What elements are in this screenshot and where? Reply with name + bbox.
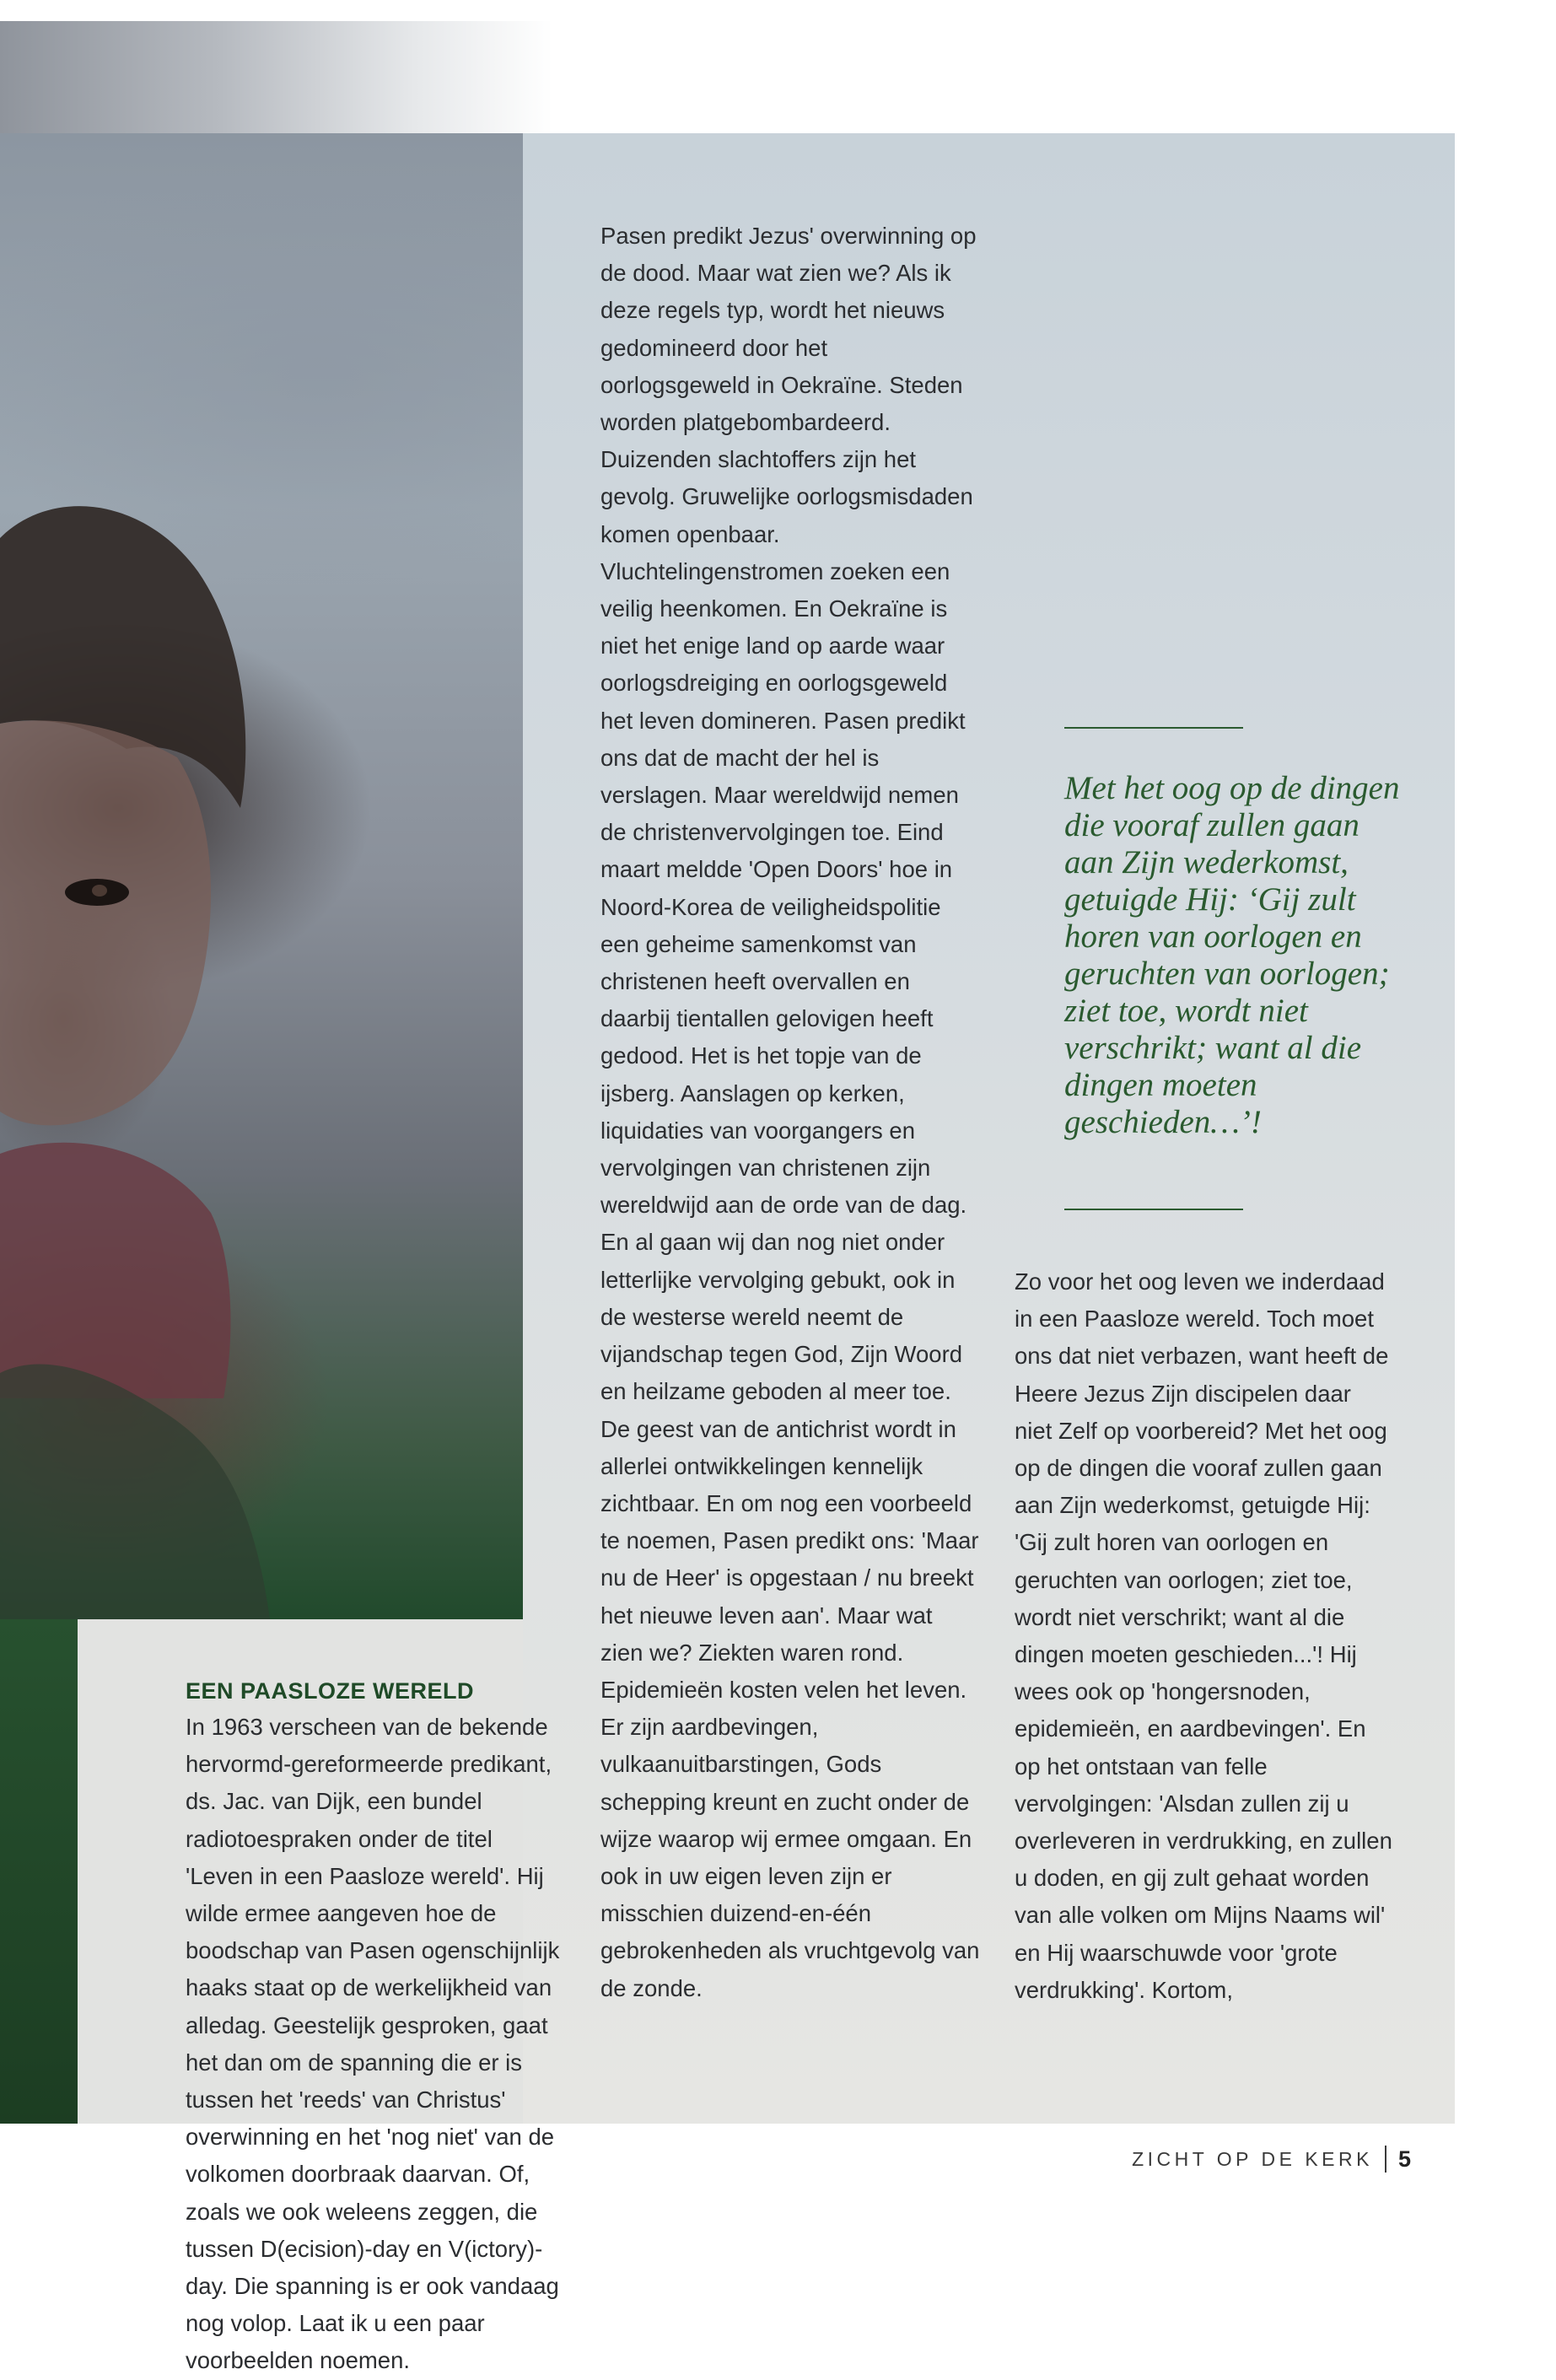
boy-illustration xyxy=(0,133,523,1619)
boy-sweater xyxy=(0,1143,230,1398)
column-2-text: Pasen predikt Jezus' overwinning op de dood. Maar wat zien we? Als ik deze regels typ, wordt het nieuws gedomineerd door het oorlogsgeweld in Oekraïne. Steden worden platgebombardeerd. Duizenden slachtoffers zijn het gevolg. Gruwelijke oorlogsmisdaden komen openbaar. Vluchtelingenstromen zoeken een veilig heenkomen. En Oekraïne is niet het enige land op aarde waar oorlogsdreiging en oorlogsgeweld het leven domineren. Pasen predikt ons dat de macht der hel is verslagen. Maar wereldwijd nemen de christenvervolgingen toe. Eind maart meldde 'Open Doors' hoe in Noord-Korea de veiligheidspolitie een geheime samenkomst van christenen heeft overvallen en daarbij tientallen gelovigen heeft gedood. Het is het topje van de ijsberg. Aanslagen op kerken, liquidaties van voorgangers en vervolgingen van christenen zijn wereldwijd aan de orde van de dag. En al gaan wij dan nog niet onder letterlijke vervolging gebukt, ook in de westerse wereld neemt de vijandschap tegen God, Zijn Woord en heilzame geboden al meer toe. De geest van de antichrist wordt in allerlei ontwikkelingen kennelijk zichtbaar. En om nog een voorbeeld te noemen, Pasen predikt ons: 'Maar nu de Heer' is opgestaan / nu breekt het nieuwe leven aan'. Maar wat zien we? Ziekten waren rond. Epidemieën kosten velen het leven. Er zijn aardbevingen, vulkaanuitbarstingen, Gods schepping kreunt en zucht onder de wijze waarop wij ermee omgaan. En ook in uw eigen leven zijn er misschien duizend-en-één gebrokenheden als vruchtgevolg van de zonde. xyxy=(600,223,980,2001)
column-3-text: Zo voor het oog leven we inderdaad in een Paasloze wereld. Toch moet ons dat niet verbazen, want heeft de Heere Jezus Zijn discipelen daar niet Zelf op voorbereid? Met het oog op de dingen die vooraf zullen gaan aan Zijn wederkomst, getuigde Hij: 'Gij zult horen van oorlogen en geruchten van oorlogen; ziet toe, wordt niet verschrikt; want al die dingen moeten geschieden...'! Hij wees ook op 'hongersnoden, epidemieën, en aardbevingen'. En op het ontstaan van felle vervolgingen: 'Alsdan zullen zij u overleveren in verdrukking, en zullen u doden, en gij zult gehaat worden van alle volken om Mijns Naams wil' en Hij waarschuwde voor 'grote verdrukking'. Kortom, xyxy=(1015,1268,1392,2003)
column-1-text: In 1963 verscheen van de bekende hervormd-gereformeerde predikant, ds. Jac. van Dijk, een bundel radiotoespraken onder de titel 'Leven in een Paasloze wereld'. Hij wilde ermee aangeven hoe de boodschap van Pasen ogenschijnlijk haaks staat op de werkelijkheid van alledag. Geestelijk gesproken, gaat het dan om de spanning die er is tussen het 'reeds' van Christus' overwinning en het 'nog niet' van de volkomen doorbraak daarvan. Of, zoals we ook weleens zeggen, die tussen D(ecision)-day en V(ictory)-day. Die spanning is er ook vandaag nog volop. Laat ik u een paar voorbeelden noemen. xyxy=(186,1714,560,2374)
boy-face xyxy=(0,720,211,1125)
magazine-title: ZICHT OP DE KERK xyxy=(1132,2147,1373,2170)
pull-quote: Met het oog op de dingen die vooraf zullen gaan aan Zijn wederkomst, getuigde Hij: ‘Gij zult horen van oorlogen en geruchten van oorlogen; ziet toe, wordt niet verschrikt; want al die dingen moeten geschieden…’! xyxy=(1064,770,1400,1140)
quote-rule-bottom xyxy=(1064,1209,1243,1210)
page-number: 5 xyxy=(1397,2146,1411,2172)
photo-green-edge xyxy=(0,1619,78,2124)
header-photo-strip xyxy=(0,21,552,135)
boy-eye-highlight xyxy=(92,885,107,897)
article-column-1 xyxy=(186,1672,565,2380)
quote-rule-top xyxy=(1064,727,1243,729)
footer-divider xyxy=(1385,2146,1386,2173)
rubble xyxy=(0,1365,270,1619)
section-heading: EEN PAASLOZE WERELD xyxy=(186,1678,475,1704)
article-column-3 xyxy=(1015,1263,1394,2009)
article-column-2 xyxy=(600,218,980,2007)
heading-gap xyxy=(186,1672,565,1709)
boy-photo xyxy=(0,133,523,1619)
page-footer xyxy=(1132,2142,1411,2176)
